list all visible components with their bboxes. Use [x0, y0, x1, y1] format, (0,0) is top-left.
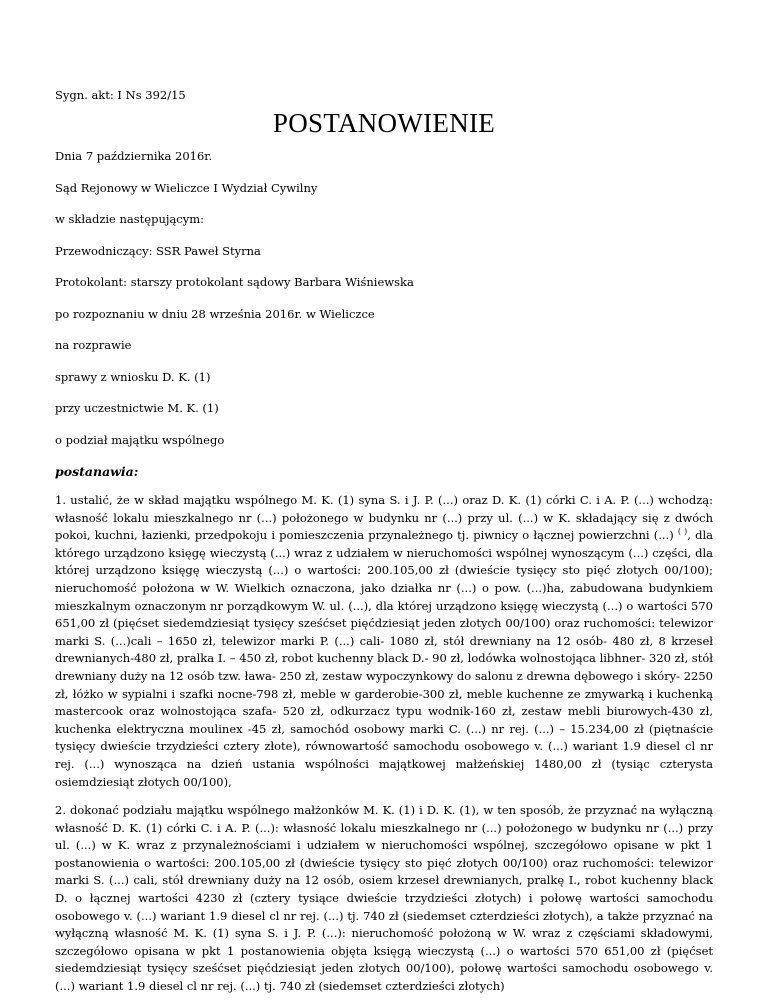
applicant-line: sprawy z wniosku D. K. (1) — [55, 369, 211, 384]
document-title: POSTANOWIENIE — [272, 108, 496, 138]
hearing-date-line: po rozpoznaniu w dniu 28 września 2016r. w Wieliczce — [55, 306, 375, 321]
ruling-point-1 — [55, 492, 713, 791]
clerk-line: Protokolant: starszy protokolant sądowy Barbara Wiśniewska — [55, 275, 414, 289]
document-page — [55, 88, 713, 1007]
ruling-point-2: 2. dokonać podziału majątku wspólnego małżonków M. K. (1) i D. K. (1), w ten sposób, że przyznać na wyłączną własność D. K. (1) córki C. i A. P. (...): własność lokalu mieszkalnego nr (...) położonego w budynku nr (...) przy ul. (...) w K. wraz z przynależnościami i udziałem w nieruchomości wspólnej, szczegółowo opisane w pkt 1 postanowienia o wartości: 200.105,00 zł (dwieście tysięcy sto pięć złotych 00/100) oraz ruchomości: telewizor marki S. (...) cali, stół drewniany duży na 12 osób, osiem krzeseł drewnianych, pralkę I., robot kuchenny black D. o łącznej wartości 4230 zł (cztery tysiące dwieście trzydzieści złotych) i połowę wartości samochodu osobowego v. (...) wariant 1.9 diesel cl nr rej. (...) tj. 740 zł (siedemset czterdzieści złotych), a także przyznać na wyłączną własność M. K. (1) syna S. i J. P. (...): nieruchomość położoną w W. wraz z częściami składowymi, szczegółowo opisana w pkt 1 postanowienia objęta księgą wieczystą (...) o wartości 570 651,00 zł (pięćset siedemdziesiąt tysięcy sześćset pięćdziesiąt jeden złotych 00/100), połowę wartości samochodu osobowego v. (...) wariant 1.9 diesel cl nr rej. (...) tj. 740 zł (siedemset czterdzieści złotych) — [55, 803, 713, 994]
hearing-type-line: na rozprawie — [55, 338, 132, 352]
participant-line: przy uczestnictwie M. K. (1) — [55, 401, 219, 415]
court-line: Sąd Rejonowy w Wieliczce I Wydział Cywilny — [55, 180, 318, 195]
ruling-point-1-part-a: 1. ustalić, że w skład majątku wspólnego M. K. (1) syna S. i J. P. (...) oraz D. K. (1) córki C. i A. P. (...) wchodzą: własność lokalu mieszkalnego nr (...) położonego w budynku nr (...) przy ul. (...) w K. składający się z dwóch pokoi, kuchni, łazienki, przedpokoju i pomieszczenia przynależnego tj. piwnicy o łącznej powierzchni (...) — [55, 493, 713, 543]
ruling-point-1-part-b: , dla którego urządzono księgę wieczystą (...) wraz z udziałem w nieruchomości wspólnej wynoszącym (...) części, dla której urządzono księgę wieczystą (...) o wartości: 200.105,00 zł (dwieście tysięcy sto pięć złotych 00/100); nieruchomość położona w W. Wielkich oznaczona, jako działka nr (...) o pow. (...)ha, zabudowana budynkiem mieszkalnym oznaczonym nr porządkowym W. ul. (...), dla której urządzono księgę wieczystą (...) o wartości 570 651,00 zł (pięćset siedemdziesiąt tysięcy sześćset pięćdziesiąt jeden złotych 00/100) oraz ruchomości: telewizor marki S. (...)cali – 1650 zł, telewizor marki P. (...) cali- 1080 zł, stół drewniany na 12 osób- 480 zł, 8 krzeseł drewnianych-480 zł, pralka I. – 450 zł, robot kuchenny black D.- 90 zł, lodówka wolnostojąca libhner- 320 zł, stół drewniany duży na 12 osób tzw. ława- 250 zł, zestaw wypoczynkowy do salonu z drewna dębowego i skóry- 2250 zł, łóżko w sypialni i szafki nocne-798 zł, meble w garderobie-300 zł, meble kuchenne ze zmywarką i kuchenką mastercook oraz wolnostojąca szafa- 520 zł, odkurzacz typu wodnik-160 zł, zestaw mebli biurowych-430 zł, kuchenka elektryczna moulinex -45 zł, samochód osobowy marki C. (...) nr rej. (...) – 15.234,00 zł (piętnaście tysięcy dwieście trzydzieści cztery złote), równowartość samochodu osobowego v. (...) wariant 1.9 diesel cl nr rej. (...) wynosząca na dzień ustania wspólności majątkowej małżeńskiej 1480,00 zł (tysiąc czterysta osiemdziesiąt złotych 00/100), — [55, 528, 713, 789]
presiding-judge-line: Przewodniczący: SSR Paweł Styrna — [55, 243, 261, 258]
ruling-point-1-footnote: ( ) — [677, 527, 688, 537]
ruling-heading: postanawia: — [55, 464, 139, 479]
case-signature: Sygn. akt: I Ns 392/15 — [55, 88, 186, 102]
composition-line: w składzie następującym: — [55, 212, 205, 226]
subject-line: o podział majątku wspólnego — [55, 432, 225, 447]
date-line: Dnia 7 października 2016r. — [55, 149, 213, 163]
